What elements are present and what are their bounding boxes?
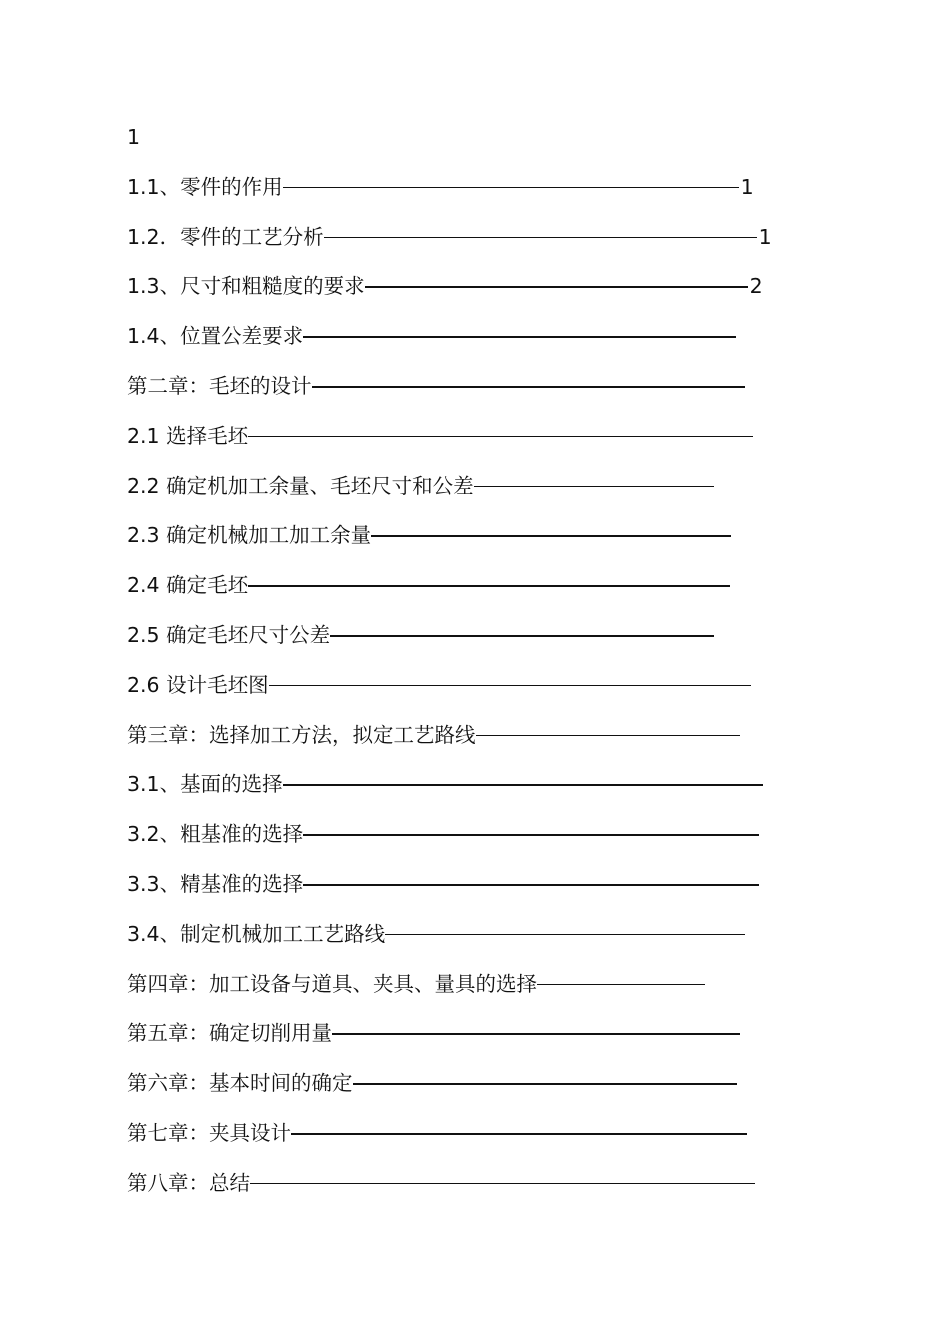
toc-entry (127, 423, 807, 473)
toc-leader-line (303, 884, 759, 886)
toc-entry (127, 1170, 807, 1220)
toc-leader-line (248, 585, 730, 587)
toc-entry (127, 1120, 807, 1170)
toc-entry-label: 第八章：总结 (127, 1170, 250, 1195)
toc-entry-label: 2.4 确定毛坯 (127, 573, 249, 598)
toc-entry (127, 473, 807, 523)
toc-entry-label: 第六章：基本时间的确定 (127, 1071, 353, 1096)
toc-entry-label: 3.2、粗基准的选择 (127, 822, 304, 847)
toc-entry (127, 672, 807, 722)
toc-page-number: 2 (749, 274, 763, 299)
toc-leader-line (283, 187, 739, 189)
toc-leader-line (283, 784, 763, 786)
toc-entry-label: 2.3 确定机械加工加工余量 (127, 523, 372, 548)
toc-entry-label: 2.1 选择毛坯 (127, 423, 249, 448)
toc-entry (127, 572, 807, 622)
toc-entry-label: 2.2 确定机加工余量、毛坯尺寸和公差 (127, 473, 474, 498)
toc-entry-label: 1.1、零件的作用 (127, 174, 283, 199)
toc-entry-label: 第三章：选择加工方法，拟定工艺路线 (127, 722, 476, 747)
toc-leader-line (269, 685, 751, 687)
toc-entry (127, 1070, 807, 1120)
toc-leader-line (474, 486, 714, 488)
toc-leader-line (303, 336, 736, 338)
toc-entry-label: 1.4、位置公差要求 (127, 324, 304, 349)
toc-entry (127, 124, 807, 174)
toc-leader-line (385, 934, 745, 936)
toc-entry-label: 1 (127, 125, 141, 149)
toc-entry-label: 2.5 确定毛坯尺寸公差 (127, 622, 331, 647)
toc-entry (127, 373, 807, 423)
toc-leader-line (537, 984, 705, 986)
toc-entry (127, 921, 807, 971)
toc-leader-line (330, 635, 714, 637)
toc-entry (127, 622, 807, 672)
toc-leader-line (353, 1083, 737, 1085)
toc-entry (127, 1020, 807, 1070)
toc-leader-line (248, 436, 753, 438)
toc-entry-label: 1.3、尺寸和粗糙度的要求 (127, 274, 365, 299)
toc-leader-line (312, 386, 745, 388)
toc-entry-label: 3.1、基面的选择 (127, 772, 283, 797)
toc-entry-label: 第七章：夹具设计 (127, 1120, 291, 1145)
toc-entry-label: 第五章：确定切削用量 (127, 1021, 332, 1046)
toc-entry-label: 3.3、精基准的选择 (127, 871, 304, 896)
toc-entry (127, 871, 807, 921)
toc-entry (127, 273, 807, 323)
toc-entry-label: 1.2．零件的工艺分析 (127, 224, 324, 249)
toc-entry (127, 323, 807, 373)
toc-entry (127, 821, 807, 871)
toc-entry (127, 522, 807, 572)
toc-entry (127, 722, 807, 772)
toc-entry (127, 174, 807, 224)
toc-leader-line (365, 286, 748, 288)
toc-entry-label: 第四章：加工设备与道具、夹具、量具的选择 (127, 971, 537, 996)
toc-leader-line (332, 1033, 740, 1035)
toc-page-number: 1 (740, 174, 754, 199)
toc-leader-line (303, 834, 759, 836)
toc-entry (127, 971, 807, 1021)
toc-entry-label: 第二章：毛坯的设计 (127, 373, 312, 398)
toc-entry-label: 3.4、制定机械加工工艺路线 (127, 921, 386, 946)
toc-leader-line (250, 1183, 755, 1185)
toc-leader-line (291, 1133, 747, 1135)
toc-page-number: 1 (758, 224, 772, 249)
toc-leader-line (476, 735, 740, 737)
toc-entry-label: 2.6 设计毛坯图 (127, 672, 269, 697)
toc-leader-line (371, 535, 731, 537)
toc-entry (127, 224, 807, 274)
toc-entry (127, 771, 807, 821)
toc-leader-line (324, 237, 757, 239)
table-of-contents (127, 124, 807, 1220)
